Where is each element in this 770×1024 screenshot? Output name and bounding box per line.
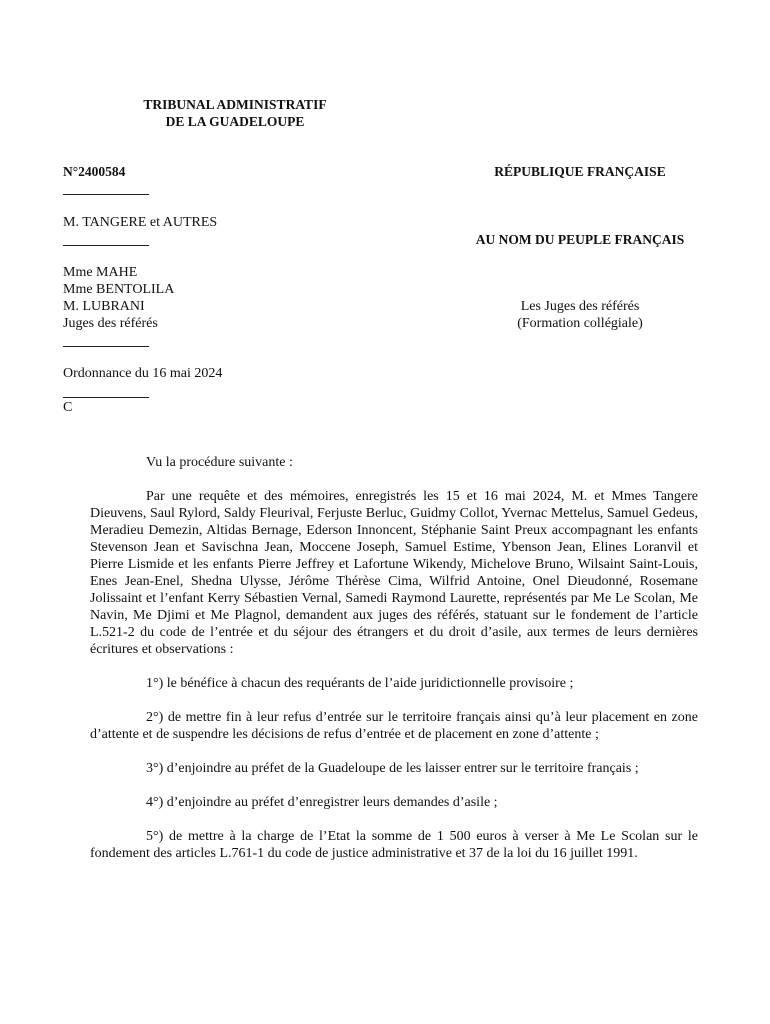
document-body — [90, 454, 698, 862]
classification-code: C — [63, 400, 73, 415]
in-the-name-heading: AU NOM DU PEUPLE FRANÇAIS — [475, 232, 685, 247]
claim-point-2: 2°) de mettre fin à leur refus d’entrée sur le territoire français ainsi qu’à leur placement en zone d’attente et de suspendre les décisions de refus d’entrée et de placement en zone d’attente ; — [90, 710, 698, 742]
request-paragraph: Par une requête et des mémoires, enregistrés les 15 et 16 mai 2024, M. et Mmes Tangere Dieuvens, Saul Rylord, Saldy Fleurival, Ferjuste Berluc, Guidmy Collot, Yvernac Mettelus, Samuel Gedeus, Meradieu Demezin, Altidas Bernage, Ederson Innoncent, Stéphanie Saint Preux accompagnant les enfants Stevenson Jean et Savischna Jean, Moccene Joseph, Samuel Estime, Ybenson Jean, Elines Loranvil et Pierre Lismide et les enfants Pierre Jeffrey et Lafortune Wikendy, Michelove Bruno, Wilsaint Saint-Louis, Enes Jean-Enel, Shedna Ulysse, Jérôme Thérèse Cima, Wilfrid Antoine, Onel Dieudonné, Rosemane Jolissaint et l’enfant Kerry Sébastien Vernal, Samedi Raymond Laurette, représentés par Me Le Scolan, Me Navin, Me Djimi et Me Plagnol, demandent aux juges des référés, statuant sur le fondement de l’article L.521-2 du code de l’entrée et du séjour des étrangers et du droit d’asile, aux termes de leurs dernières écritures et observations : — [90, 489, 698, 657]
judge-name: M. LUBRANI — [63, 299, 145, 314]
claim-point-4: 4°) d’enjoindre au préfet d’enregistrer leurs demandes d’asile ; — [146, 795, 498, 810]
claim-point-1: 1°) le bénéfice à chacun des requérants de l’aide juridictionnelle provisoire ; — [146, 676, 574, 691]
separator-rule — [63, 346, 149, 347]
ordinance-date: Ordonnance du 16 mai 2024 — [63, 366, 223, 381]
republic-heading: RÉPUBLIQUE FRANÇAISE — [494, 164, 666, 179]
court-name-line2: DE LA GUADELOUPE — [165, 114, 305, 129]
judge-name: Mme MAHE — [63, 265, 138, 280]
claim-point-3: 3°) d’enjoindre au préfet de la Guadeloupe de les laisser entrer sur le territoire français ; — [146, 761, 639, 776]
formation-subtitle: (Formation collégiale) — [517, 316, 643, 331]
separator-rule — [63, 194, 149, 195]
claim-point-5: 5°) de mettre à la charge de l’Etat la somme de 1 500 euros à verser à Me Le Scolan sur le fondement des articles L.761-1 du code de justice administrative et 37 de la loi du 16 juillet 1991. — [90, 829, 698, 861]
procedure-intro: Vu la procédure suivante : — [146, 455, 293, 470]
separator-rule — [63, 397, 149, 398]
case-number: N°2400584 — [63, 164, 126, 179]
court-name-line1: TRIBUNAL ADMINISTRATIF — [143, 97, 327, 112]
formation-title: Les Juges des référés — [520, 299, 640, 314]
judge-name: Mme BENTOLILA — [63, 282, 175, 297]
separator-rule — [63, 245, 149, 246]
judges-role: Juges des référés — [63, 316, 158, 331]
parties: M. TANGERE et AUTRES — [63, 215, 218, 230]
